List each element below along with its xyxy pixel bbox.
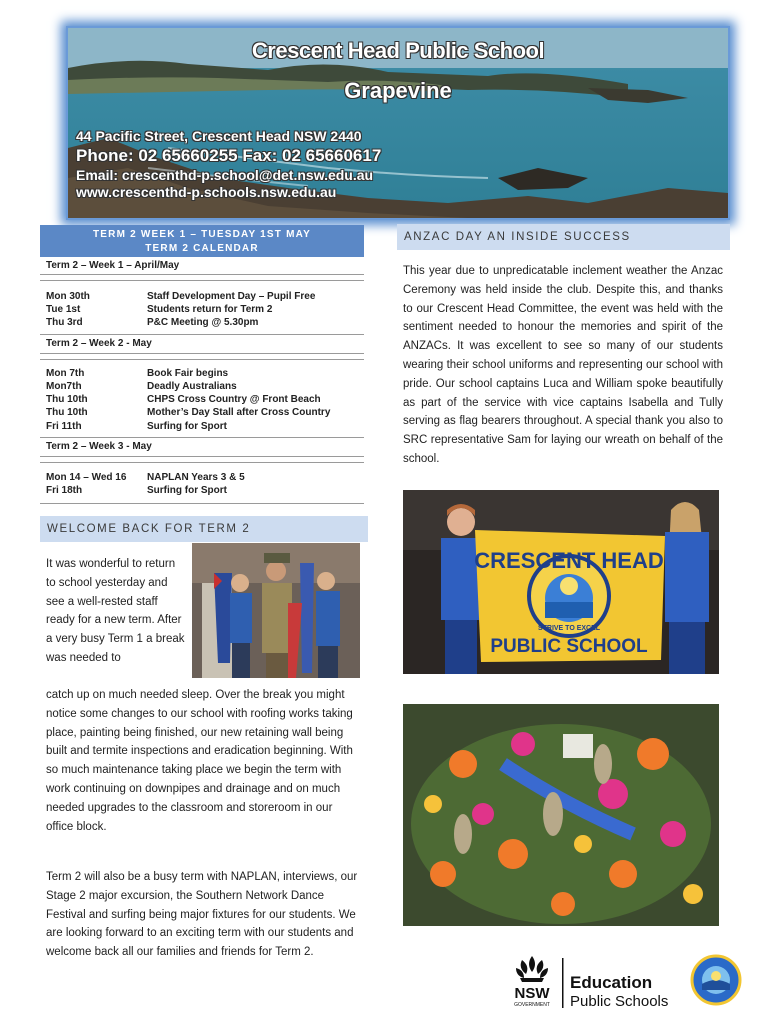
calendar-date: Fri 11th	[46, 421, 82, 432]
anzac-heading: ANZAC DAY AN INSIDE SUCCESS	[397, 224, 730, 250]
calendar-date: Thu 3rd	[46, 317, 83, 328]
welcome-paragraph-continued: catch up on much needed sleep. Over the break you might notice some changes to our school with roofing works taking place, painting being finished, our new retaining wall being built and termite inspections and eradication beginning. With so much maintenance taking place we begin the term with work continuing on downpipes and drainage and on much needed upgrades to the classroom and storeroom in our office block.	[46, 689, 353, 833]
newsletter-title: Grapevine	[344, 78, 452, 103]
divider	[40, 280, 364, 281]
government-text: GOVERNMENT	[514, 1002, 550, 1008]
divider	[40, 353, 364, 354]
calendar-row	[46, 290, 364, 303]
school-email[interactable]: Email: crescenthd-p.school@det.nsw.edu.au	[76, 167, 374, 183]
education-text: Education	[570, 973, 653, 992]
calendar-week-title: Term 2 – Week 2 - May	[46, 338, 152, 349]
nsw-education-logo	[512, 952, 742, 1014]
calendar-event: Deadly Australians	[147, 381, 237, 392]
calendar-date: Thu 10th	[46, 407, 88, 418]
calendar-event: Surfing for Sport	[147, 421, 227, 432]
calendar-week-title: Term 2 – Week 3 - May	[46, 441, 152, 452]
calendar-row	[46, 380, 364, 393]
welcome-paragraph-intro: It was wonderful to return to school yesterday and see a well-rested staff ready for a new term. After a very busy Term 1 a break was needed to	[46, 558, 185, 664]
calendar-event: P&C Meeting @ 5.30pm	[147, 317, 259, 328]
calendar-date: Thu 10th	[46, 394, 88, 405]
calendar-row	[46, 393, 364, 406]
calendar-row	[46, 303, 364, 316]
divider	[40, 274, 364, 275]
banner-school-name-2: PUBLIC SCHOOL	[490, 636, 648, 657]
calendar-row	[46, 406, 364, 419]
public-schools-text: Public Schools	[570, 993, 669, 1010]
header-banner	[66, 26, 730, 220]
school-website[interactable]: www.crescenthd-p.schools.nsw.edu.au	[76, 184, 337, 200]
calendar-event: NAPLAN Years 3 & 5	[147, 472, 245, 483]
footer-logos	[512, 952, 742, 1014]
school-name: Crescent Head Public School	[251, 38, 545, 63]
calendar-title: TERM 2 CALENDAR	[145, 243, 259, 254]
banner-motto: STRIVE TO EXCEL	[537, 625, 601, 632]
divider	[40, 437, 364, 438]
banner-students-photo	[403, 490, 719, 674]
anzac-paragraph: This year due to unpredicatable inclement weather the Anzac Ceremony was held inside the club. Despite this, and thanks to our Crescent Head Committee, the event was held with the sentiment needed to honour the memories and spirit of the ANZACs. It was excellent to see so many of our students wearing their school uniforms and representing our school with pride. Our school captains Luca and William spoke beautifully as part of the service with vice captains Isabella and Tully serving as flag bearers throughout. A special thank you also to SRC representative Sam for laying our wreath on behalf of the school.	[403, 265, 723, 465]
students-flag-photo	[192, 543, 360, 678]
school-phone: Phone: 02 65660255 Fax: 02 65660617	[76, 146, 382, 165]
banner-school-name: CRESCENT HEAD	[474, 548, 664, 573]
divider	[40, 503, 364, 504]
calendar-row	[46, 420, 364, 433]
calendar-event: Book Fair begins	[147, 368, 229, 379]
calendar-event: CHPS Cross Country @ Front Beach	[147, 394, 321, 405]
calendar-row	[46, 471, 364, 484]
calendar-date: Mon 14 – Wed 16	[46, 472, 127, 483]
calendar-event: Students return for Term 2	[147, 304, 273, 315]
calendar-event: Staff Development Day – Pupil Free	[147, 291, 316, 302]
calendar-week-title: Term 2 – Week 1 – April/May	[46, 260, 180, 271]
calendar-event: Surfing for Sport	[147, 485, 227, 496]
divider	[40, 456, 364, 457]
divider	[40, 462, 364, 463]
welcome-paragraph-2: Term 2 will also be a busy term with NAPLAN, interviews, our Stage 2 major excursion, the Southern Network Dance Festival and surfing being major fixtures for our students. We are looking forward to an exciting term with our students and welcome back all our families and friends for Term 2.	[46, 871, 358, 959]
calendar-date: Tue 1st	[46, 304, 81, 315]
calendar-date-heading: TERM 2 WEEK 1 – TUESDAY 1ST MAY	[93, 229, 311, 240]
welcome-heading: WELCOME BACK FOR TERM 2	[40, 516, 368, 542]
nsw-text: NSW	[514, 985, 550, 1002]
calendar-date: Mon 30th	[46, 291, 90, 302]
calendar-header	[40, 225, 364, 257]
calendar-row	[46, 484, 364, 497]
wreath-photo	[403, 704, 719, 926]
school-address: 44 Pacific Street, Crescent Head NSW 2440	[76, 128, 362, 144]
divider	[40, 334, 364, 335]
calendar-row	[46, 367, 364, 380]
calendar-date: Mon 7th	[46, 368, 85, 379]
calendar-date: Mon7th	[46, 381, 82, 392]
calendar-row	[46, 316, 364, 329]
divider	[40, 359, 364, 360]
calendar-date: Fri 18th	[46, 485, 83, 496]
calendar-event: Mother’s Day Stall after Cross Country	[147, 407, 331, 418]
